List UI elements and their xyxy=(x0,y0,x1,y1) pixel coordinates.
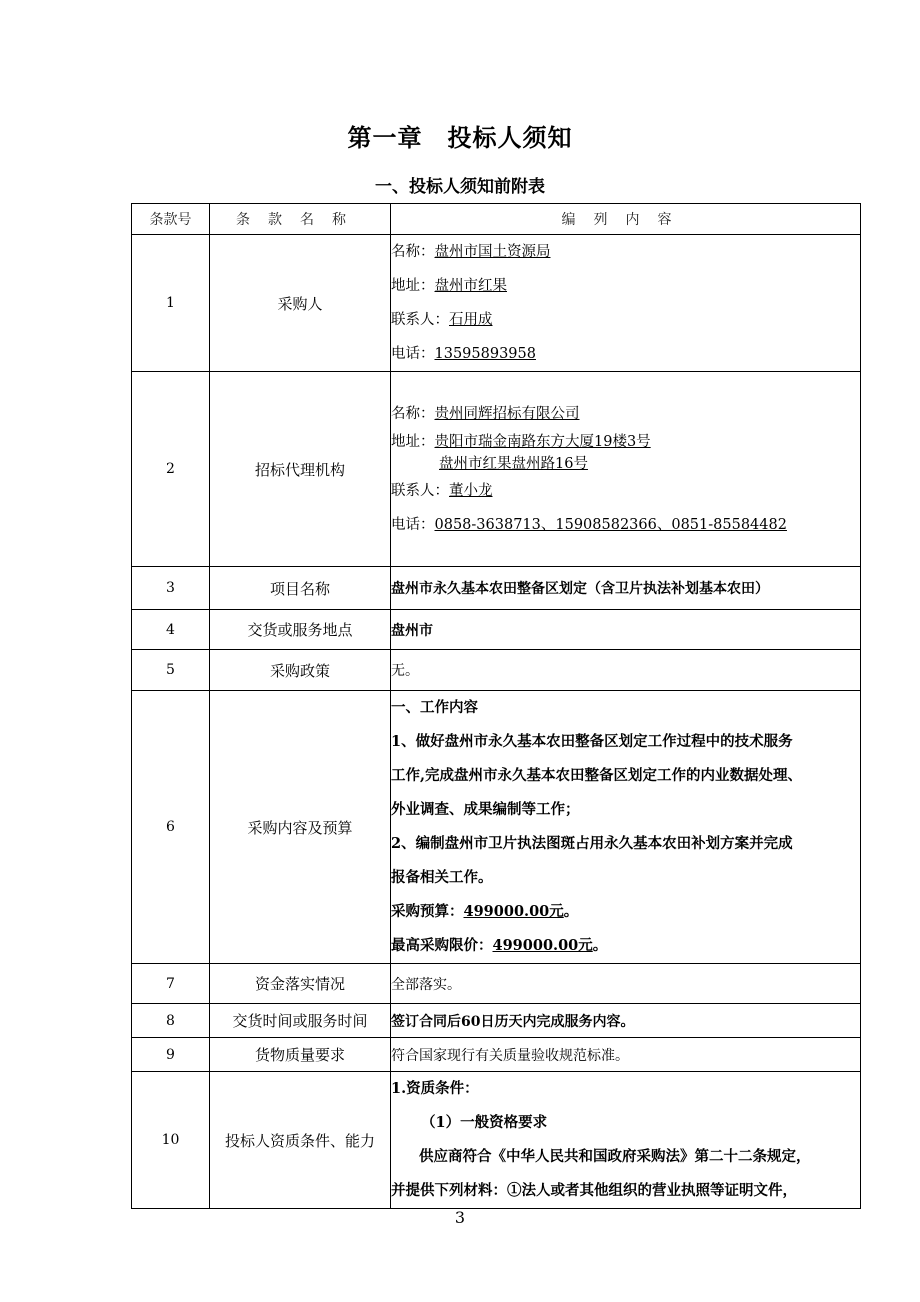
table-row xyxy=(132,1004,861,1038)
budget-value: 499000.00元 xyxy=(463,903,564,920)
row-name: 投标人资质条件、能力 xyxy=(210,1072,391,1209)
row-no: 8 xyxy=(132,1004,210,1038)
table-row xyxy=(132,610,861,650)
row-no: 3 xyxy=(132,567,210,610)
front-attached-table xyxy=(131,203,861,1209)
row-name: 交货时间或服务时间 xyxy=(210,1004,391,1038)
row-name: 项目名称 xyxy=(210,567,391,610)
row-name: 交货或服务地点 xyxy=(210,610,391,650)
row-name: 采购人 xyxy=(210,235,391,372)
section-title: 一、投标人须知前附表 xyxy=(375,177,545,197)
row-content: 盘州市 xyxy=(391,610,861,650)
row-content: 符合国家现行有关质量验收规范标准。 xyxy=(391,1038,861,1072)
table-row xyxy=(132,964,861,1004)
limit-value: 499000.00元 xyxy=(492,937,593,954)
table-row xyxy=(132,372,861,567)
chapter-title: 第一章 投标人须知 xyxy=(347,123,573,152)
table-row xyxy=(132,691,861,964)
table-row xyxy=(132,235,861,372)
row-no: 10 xyxy=(132,1072,210,1209)
row-content: 无。 xyxy=(391,650,861,691)
row-no: 7 xyxy=(132,964,210,1004)
row-name: 采购内容及预算 xyxy=(210,691,391,964)
budget-label: 采购预算： xyxy=(391,903,464,920)
row-no: 5 xyxy=(132,650,210,691)
row-content: 签订合同后60日历天内完成服务内容。 xyxy=(391,1004,861,1038)
table-row xyxy=(132,650,861,691)
table-row xyxy=(132,1038,861,1072)
row-name: 采购政策 xyxy=(210,650,391,691)
row-name: 资金落实情况 xyxy=(210,964,391,1004)
row-content: 1.资质条件： （1）一般资格要求 供应商符合《中华人民共和国政府采购法》第二十二条规定， 并提供下列材料：①法人或者其他组织的营业执照等证明文件， xyxy=(391,1072,861,1209)
header-content: 编列内容 xyxy=(391,204,861,235)
row-no: 4 xyxy=(132,610,210,650)
row-content: 盘州市永久基本农田整备区划定（含卫片执法补划基本农田） xyxy=(391,567,861,610)
header-clause-name: 条款名称 xyxy=(210,204,391,235)
row-no: 1 xyxy=(132,235,210,372)
table-row xyxy=(132,1072,861,1209)
row-name: 货物质量要求 xyxy=(210,1038,391,1072)
row-no: 2 xyxy=(132,372,210,567)
row-content: 名称：盘州市国土资源局 地址：盘州市红果 联系人：石用成 电话：13595893958 xyxy=(391,235,861,372)
page-number: 3 xyxy=(454,1208,466,1227)
row-content: 全部落实。 xyxy=(391,964,861,1004)
row-content: 一、工作内容 1、做好盘州市永久基本农田整备区划定工作过程中的技术服务 工作,完成盘州市永久基本农田整备区划定工作的内业数据处理、 外业调查、成果编制等工作； 2、编制盘州市卫片执法图斑占用永久基本农田补划方案并完成 报备相关工作。 采购预算：499000.00元。 最高采购限价：499000.00元。 xyxy=(391,691,861,964)
row-name: 招标代理机构 xyxy=(210,372,391,567)
table-header-row xyxy=(132,204,861,235)
row-no: 6 xyxy=(132,691,210,964)
limit-label: 最高采购限价： xyxy=(391,937,493,954)
header-clause-no: 条款号 xyxy=(132,204,210,235)
row-content: 名称：贵州同辉招标有限公司 地址：贵阳市瑞金南路东方大厦19楼3号 盘州市红果盘州路16号 联系人：董小龙 电话：0858-3638713、15908582366、0851-85584482 xyxy=(391,372,861,567)
table-row xyxy=(132,567,861,610)
row-no: 9 xyxy=(132,1038,210,1072)
